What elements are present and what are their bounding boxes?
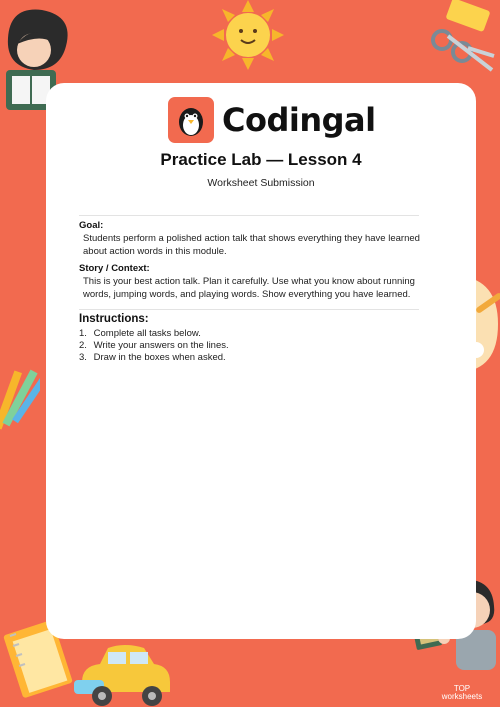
pencils-icon xyxy=(0,360,40,440)
sun-icon xyxy=(198,0,298,72)
page-subtitle: Worksheet Submission xyxy=(207,177,315,189)
brand-name: Codingal xyxy=(222,101,376,139)
list-item-text: Write your answers on the lines. xyxy=(93,340,229,351)
topworksheets-badge xyxy=(437,685,487,703)
list-item xyxy=(79,328,424,340)
story-label: Story / Context: xyxy=(79,263,150,274)
instructions-list xyxy=(79,328,424,364)
list-item-number: 1. xyxy=(79,328,87,339)
instructions-section xyxy=(79,313,424,364)
goal-text xyxy=(79,233,424,258)
list-item xyxy=(79,340,424,352)
badge-line: TOP xyxy=(453,684,471,693)
badge-line: worksheets xyxy=(441,692,483,701)
brand-logo xyxy=(168,97,376,143)
goal-line: Students perform a polished action talk that shows everything they have learned xyxy=(83,233,420,244)
scissors-icon xyxy=(418,0,500,82)
worksheet-sheet xyxy=(46,83,476,639)
goal-line: about action words in this module. xyxy=(83,245,227,257)
list-item-text: Complete all tasks below. xyxy=(93,328,201,339)
toy-car-icon xyxy=(70,640,178,707)
list-item-text: Draw in the boxes when asked. xyxy=(93,352,226,363)
goal-section xyxy=(79,220,424,258)
list-item-number: 2. xyxy=(79,340,87,351)
divider xyxy=(79,215,419,216)
story-line: words, jumping words, and playing words. Show everything you have learned. xyxy=(83,288,411,300)
story-text xyxy=(79,276,424,301)
goal-label: Goal: xyxy=(79,220,104,231)
instructions-label: Instructions: xyxy=(79,313,149,325)
list-item-number: 3. xyxy=(79,352,87,363)
penguin-logo-icon xyxy=(168,97,214,143)
list-item xyxy=(79,352,424,364)
story-section xyxy=(79,263,424,301)
divider xyxy=(79,309,419,310)
page-title: Practice Lab — Lesson 4 xyxy=(160,150,362,169)
story-line: This is your best action talk. Plan it carefully. Use what you know about running xyxy=(83,276,415,287)
